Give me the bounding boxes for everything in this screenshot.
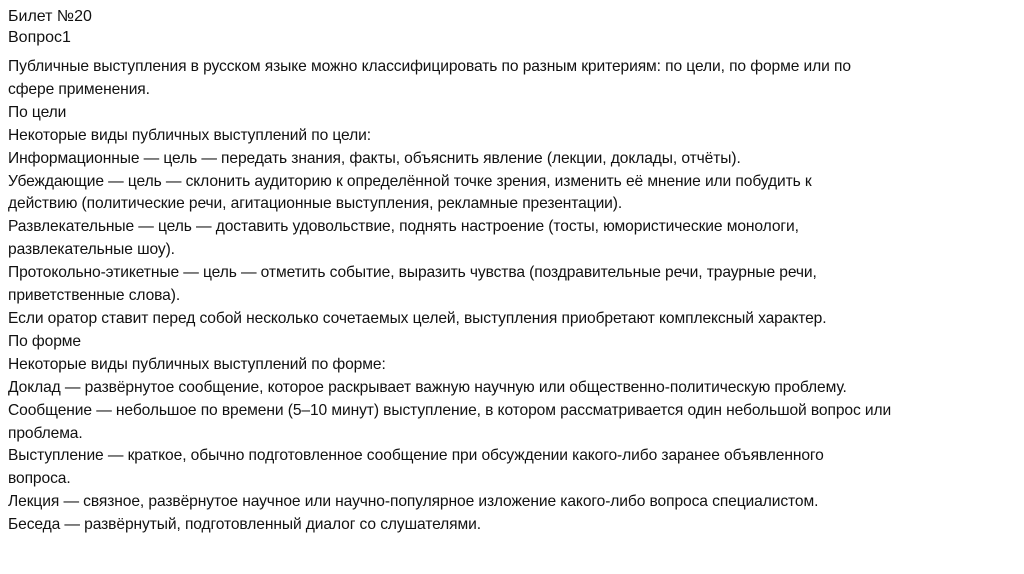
text-line: проблема. (8, 424, 83, 442)
text-line: Доклад — развёрнутое сообщение, которое раскрывает важную научную или общественно-политическую проблему. (8, 378, 847, 396)
text-line: приветственные слова). (8, 287, 181, 305)
text-line: сфере применения. (8, 80, 150, 98)
text-line: действию (политические речи, агитационные выступления, рекламные презентации). (8, 195, 623, 213)
ticket-title: Билет №20 (8, 8, 92, 25)
section-heading-goal: По цели (8, 103, 67, 121)
text-line: Публичные выступления в русском языке можно классифицировать по разным критериям: по цели, по форме или по (8, 58, 851, 75)
text-line: Убеждающие — цель — склонить аудиторию к определённой точке зрения, изменить её мнение или побудить к (8, 172, 812, 190)
text-line: Беседа — развёрнутый, подготовленный диалог со слушателями. (8, 516, 481, 534)
text-line: Протокольно-этикетные — цель — отметить событие, выразить чувства (поздравительные речи, траурные речи, (8, 264, 817, 282)
text-line: развлекательные шоу). (8, 241, 175, 259)
text-line: Информационные — цель — передать знания, факты, объяснить явление (лекции, доклады, отчёты). (8, 149, 741, 167)
text-line: Некоторые виды публичных выступлений по форме: (8, 355, 386, 373)
question-title: Вопрос1 (8, 29, 71, 46)
section-heading-form: По форме (8, 332, 81, 350)
slide-header (8, 6, 92, 48)
text-line: Сообщение — небольшое по времени (5–10 минут) выступление, в котором рассматривается один небольшой вопрос или (8, 401, 892, 419)
text-line: Лекция — связное, развёрнутое научное или научно-популярное изложение какого-либо вопроса специалистом. (8, 493, 819, 511)
text-line: Развлекательные — цель — доставить удовольствие, поднять настроение (тосты, юмористические монологи, (8, 218, 799, 236)
text-line: вопроса. (8, 470, 71, 488)
text-line: Если оратор ставит перед собой несколько сочетаемых целей, выступления приобретают комплексный характер. (8, 309, 827, 327)
text-line: Выступление — краткое, обычно подготовленное сообщение при обсуждении какого-либо заранее объявленного (8, 447, 824, 465)
slide-body (8, 56, 1014, 537)
text-line: Некоторые виды публичных выступлений по цели: (8, 126, 371, 144)
